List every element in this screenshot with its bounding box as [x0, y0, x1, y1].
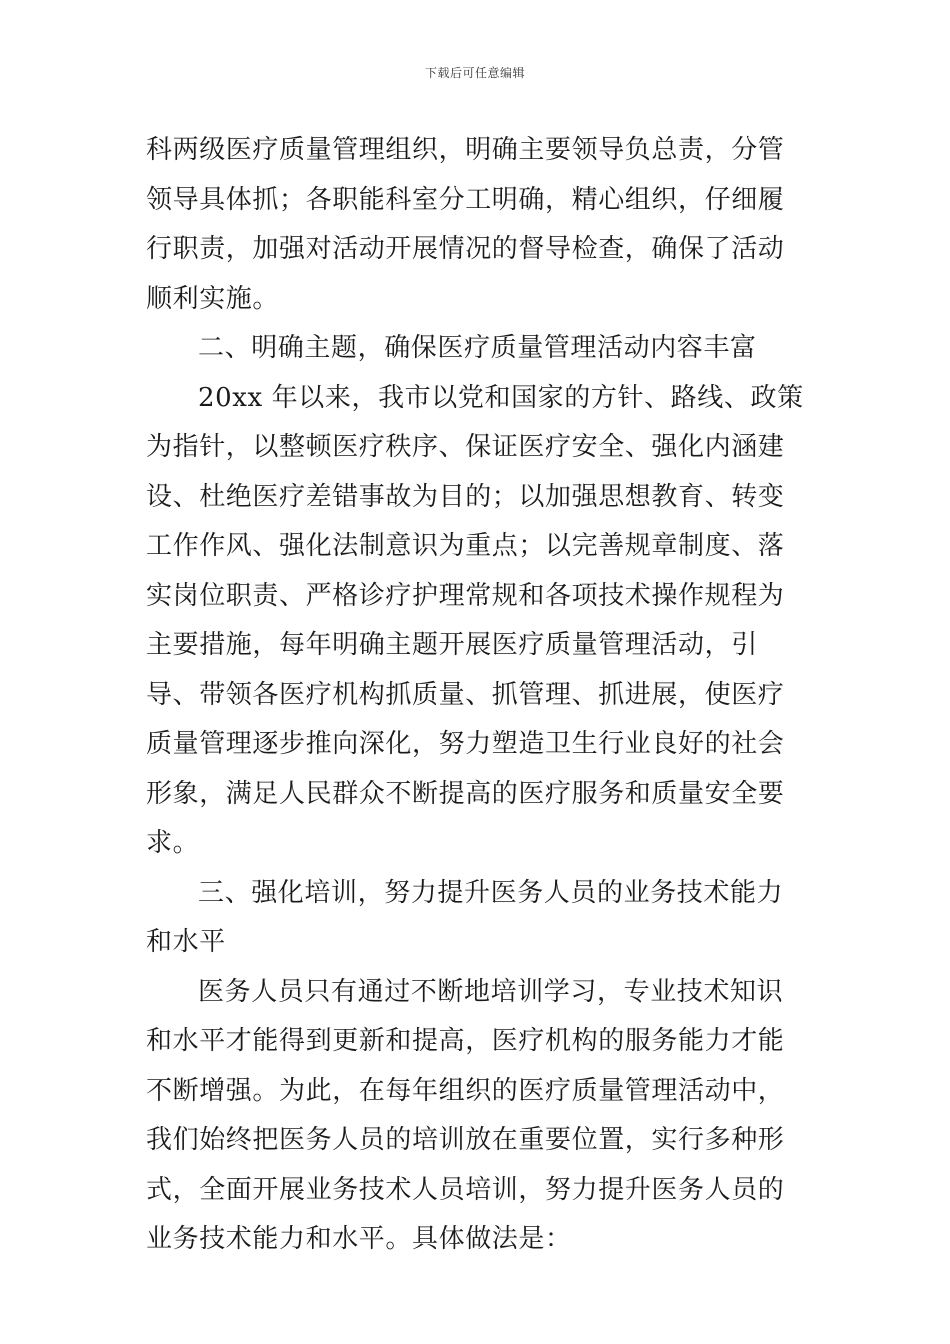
page-header: 下载后可任意编辑 — [424, 66, 525, 80]
paragraph-theme: 20xx 年以来，我市以党和国家的方针、路线、政策为指针，以整顿医疗秩序、保证医疗安全、强化内涵建设、杜绝医疗差错事故为目的；以加强思想教育、转变工作作风、强化法制意识为重点；以完善规章制度、落实岗位职责、严格诊疗护理常规和各项技术操作规程为主要措施，每年明确主题开展医疗质量管理活动，引导、带领各医疗机构抓质量、抓管理、抓进展，使医疗质量管理逐步推向深化，努力塑造卫生行业良好的社会形象，满足人民群众不断提高的医疗服务和质量安全要求。 — [146, 382, 804, 858]
paragraph-continuation: 科两级医疗质量管理组织，明确主要领导负总责，分管领导具体抓；各职能科室分工明确，精心组织，仔细履行职责，加强对活动开展情况的督导检查，确保了活动顺利实施。 — [146, 135, 785, 314]
section-heading-3: 三、强化培训，努力提升医务人员的业务技术能力和水平 — [146, 877, 784, 957]
section-heading-2: 二、明确主题，确保医疗质量管理活动内容丰富 — [198, 333, 757, 363]
paragraph-training: 医务人员只有通过不断地培训学习，专业技术知识和水平才能得到更新和提高，医疗机构的服务能力才能不断增强。为此，在每年组织的医疗质量管理活动中，我们始终把医务人员的培训放在重要位置，实行多种形式，全面开展业务技术人员培训，努力提升医务人员的业务技术能力和水平。具体做法是： — [146, 976, 785, 1254]
document-body — [146, 126, 806, 1265]
